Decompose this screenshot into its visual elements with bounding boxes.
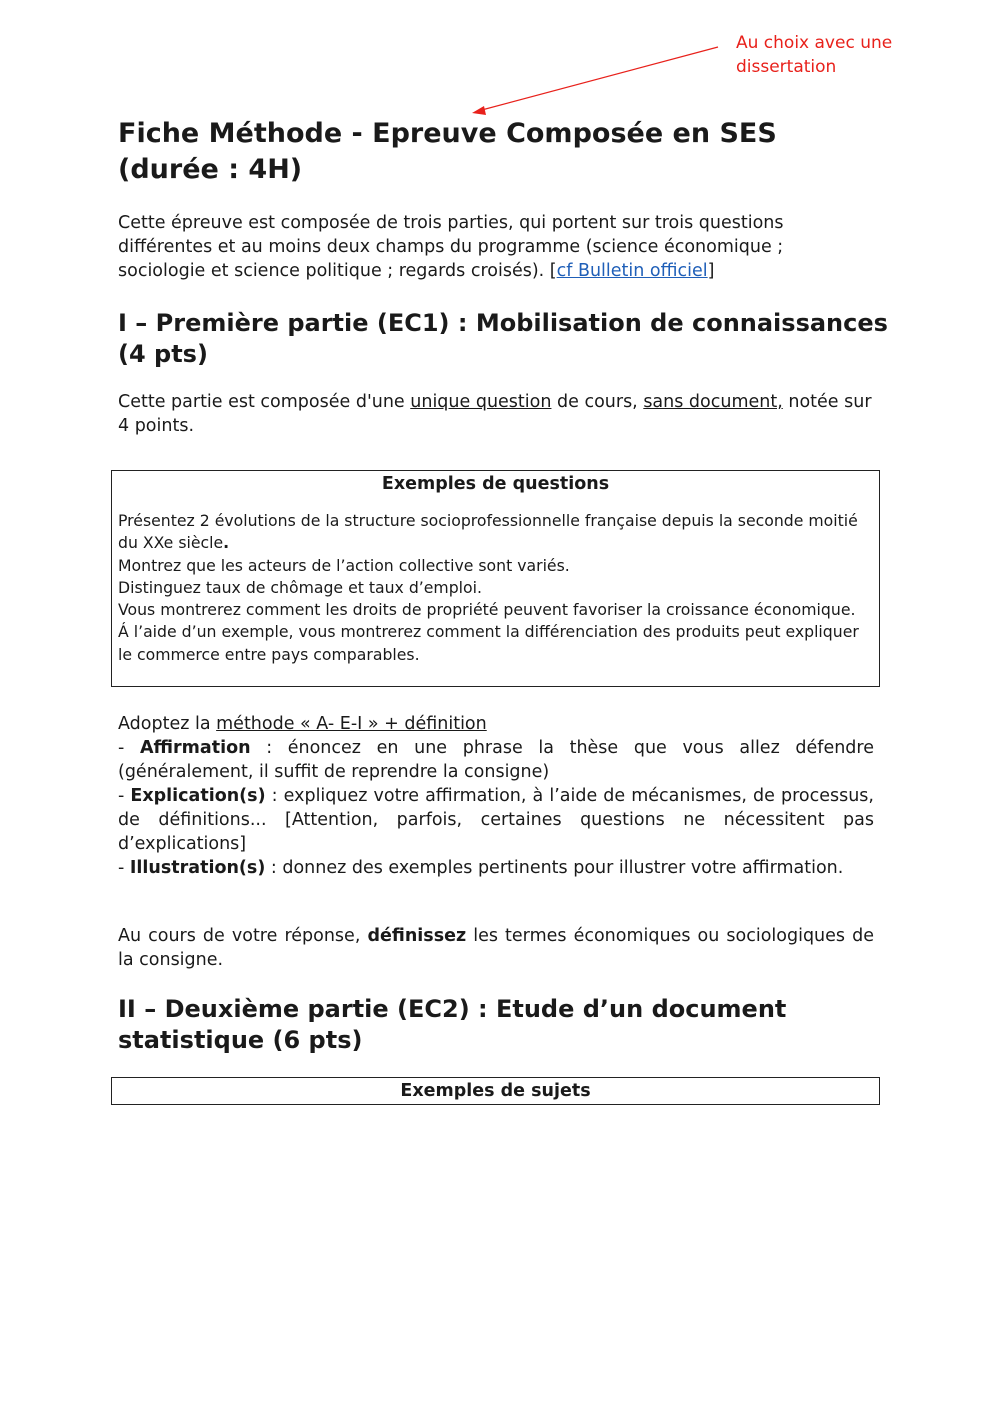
step-text: : énoncez en une phrase la thèse que vous allez défendre (généralement, il suffit de reprendre la consigne) xyxy=(118,738,874,782)
method-steps xyxy=(118,736,874,880)
title-line-1: Fiche Méthode - Epreuve Composée en SES xyxy=(118,118,777,149)
method-intro xyxy=(118,712,874,736)
subjects-box-title: Exemples de sujets xyxy=(400,1081,591,1101)
step-illustration xyxy=(118,856,874,880)
list-item: Vous montrerez comment les droits de propriété peuvent favoriser la croissance économique. xyxy=(118,600,856,620)
questions-box-title: Exemples de questions xyxy=(381,474,610,494)
para-text-a: Cette partie est composée d'une xyxy=(118,392,411,412)
step-text: : donnez des exemples pertinents pour illustrer votre affirmation. xyxy=(265,858,844,878)
list-item: Distinguez taux de chômage et taux d’emploi. xyxy=(118,577,482,597)
para-text-c: notée sur 4 points. xyxy=(118,392,872,436)
intro-paragraph xyxy=(118,211,874,283)
annotation-comment xyxy=(736,31,966,79)
sans-document-text: sans document, xyxy=(643,392,783,412)
step-text: : expliquez votre affirmation, à l’aide de mécanismes, de processus, de définitions... [Attention, parfois, certaines questions ne nécessitent pas d’explications] xyxy=(118,786,874,854)
annotation-line-1: Au choix avec une xyxy=(736,33,893,53)
step-term: Explication(s) xyxy=(130,786,266,806)
section-1-paragraph xyxy=(118,390,874,438)
intro-close: ] xyxy=(707,261,715,281)
method-name: méthode « A- E-I » + définition xyxy=(216,714,487,734)
questions-list xyxy=(112,496,879,666)
define-text-c: les termes économiques ou sociologiques de la consigne. xyxy=(118,926,874,970)
list-item: Á l’aide d’un exemple, vous montrerez comment la différenciation des produits peut expliquer le commerce entre pays comparables. xyxy=(118,622,859,664)
step-dash: - xyxy=(118,738,140,758)
step-dash: - xyxy=(118,786,131,806)
method-intro-text: Adoptez la xyxy=(118,714,217,734)
step-dash: - xyxy=(118,858,130,878)
annotation-line-2: dissertation xyxy=(736,57,837,77)
list-item: Montrez que les acteurs de l’action collective sont variés. xyxy=(118,555,570,575)
page-title xyxy=(118,116,818,188)
step-affirmation xyxy=(118,736,874,784)
bulletin-officiel-link[interactable]: cf Bulletin officiel xyxy=(556,261,708,281)
step-term: Illustration(s) xyxy=(129,858,266,878)
section-1-heading: I – Première partie (EC1) : Mobilisation de connaissances (4 pts) xyxy=(118,309,888,368)
para-text-b: de cours, xyxy=(551,392,644,412)
subjects-box xyxy=(111,1077,880,1105)
question-end: . xyxy=(223,533,230,553)
intro-text: Cette épreuve est composée de trois parties, qui portent sur trois questions différentes et au moins deux champs du programme (science économique ; sociologie et science politique ; regards croisés). [ xyxy=(118,213,784,281)
define-paragraph xyxy=(118,924,874,972)
step-term: Affirmation xyxy=(139,738,251,758)
questions-box xyxy=(111,470,880,687)
list-item xyxy=(118,510,873,555)
define-text-a: Au cours de votre réponse, xyxy=(118,926,368,946)
section-2-heading: II – Deuxième partie (EC2) : Etude d’un document statistique (6 pts) xyxy=(118,995,787,1054)
question-text: Présentez 2 évolutions de la structure socioprofessionnelle française depuis la seconde moitié du XXe siècle xyxy=(118,511,858,553)
define-keyword: définissez xyxy=(367,926,467,946)
title-line-2: (durée : 4H) xyxy=(118,154,303,185)
step-explication xyxy=(118,784,874,856)
unique-question-text: unique question xyxy=(410,392,552,412)
